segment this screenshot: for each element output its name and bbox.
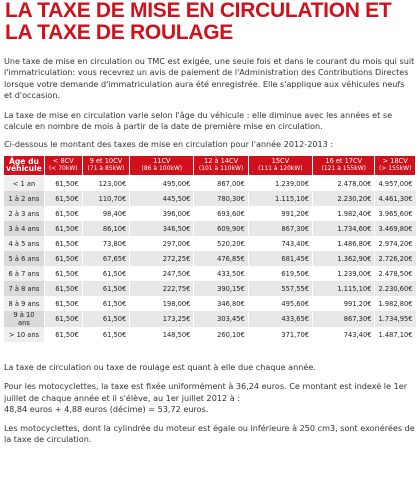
table-cell: 867,30€	[248, 221, 312, 236]
page-title: LA TAXE DE MISE EN CIRCULATION ET LA TAXE DE ROULAGE	[5, 0, 392, 44]
motorcycle-tax-text: Pour les motocyclettes, la taxe est fixée uniformément à 36,24 euros. Ce montant est indexé le 1er juillet de chaque année et il s'élève, au 1er juillet 2012 à :	[4, 381, 408, 403]
column-header: 15CV (111 à 120kW)	[248, 155, 312, 175]
table-cell: 4.957,00€	[375, 176, 416, 192]
table-cell: 1.115,10€	[248, 191, 312, 206]
table-cell: 1.362,90€	[313, 251, 375, 266]
table-row	[4, 236, 416, 251]
table-intro: Ci-dessous le montant des taxes de mise en circulation pour l'année 2012-2013 :	[4, 139, 334, 150]
row-age: 5 à 6 ans	[4, 251, 45, 266]
column-header: 9 et 10CV (71 à 85kW)	[82, 155, 130, 175]
table-row	[4, 296, 416, 311]
tax-table	[3, 155, 416, 342]
table-cell: 61,50€	[44, 206, 82, 221]
table-cell: 272,25€	[130, 251, 194, 266]
row-age: 3 à 4 ans	[4, 221, 45, 236]
column-header: 11CV (86 à 100kW)	[130, 155, 194, 175]
table-cell: 445,50€	[130, 191, 194, 206]
table-row	[4, 176, 416, 192]
table-cell: 2.726,20€	[375, 251, 416, 266]
table-cell: 123,00€	[82, 176, 130, 192]
table-cell: 247,50€	[130, 266, 194, 281]
table-cell: 260,10€	[194, 327, 248, 342]
table-cell: 303,45€	[194, 311, 248, 327]
table-cell: 346,80€	[194, 296, 248, 311]
intro-paragraph: Une taxe de mise en circulation ou TMC est exigée, une seule fois et dans le courant du mois qui suit l'immatriculation: vous recevrez un avis de paiement de l'Administration des Contributions Directes lorsque votre demande d'immatriculation aura été enregistrée. Elle s'applique aux véhicules neufs et d'occasion.	[4, 56, 415, 101]
roulage-paragraph: La taxe de circulation ou taxe de roulage est quant à elle due chaque année.	[4, 362, 316, 373]
table-row	[4, 191, 416, 206]
table-cell: 371,70€	[248, 327, 312, 342]
table-cell: 867,00€	[194, 176, 248, 192]
table-header-row	[4, 155, 416, 175]
table-cell: 780,30€	[194, 191, 248, 206]
table-cell: 396,00€	[130, 206, 194, 221]
table-cell: 2.478,50€	[375, 266, 416, 281]
table-cell: 297,00€	[130, 236, 194, 251]
table-cell: 222,75€	[130, 281, 194, 296]
age-header: Âge du véhicule	[4, 155, 45, 175]
row-age: 2 à 3 ans	[4, 206, 45, 221]
table-cell: 61,50€	[44, 251, 82, 266]
table-cell: 61,50€	[44, 266, 82, 281]
motorcycle-exemption-paragraph: Les motocyclettes, dont la cylindrée du moteur est égale ou inférieure à 250 cm3, sont exonérées de la taxe de circulation.	[4, 422, 415, 445]
table-cell: 148,50€	[130, 327, 194, 342]
table-cell: 2.230,60€	[375, 281, 416, 296]
table-cell: 619,50€	[248, 266, 312, 281]
table-cell: 3.469,80€	[375, 221, 416, 236]
table-cell: 1.115,10€	[313, 281, 375, 296]
table-cell: 743,40€	[313, 327, 375, 342]
row-age: < 1 an	[4, 176, 45, 192]
row-age: 7 à 8 ans	[4, 281, 45, 296]
table-cell: 61,50€	[44, 221, 82, 236]
table-cell: 61,50€	[44, 176, 82, 192]
column-header: 16 et 17CV (121 à 155kW)	[313, 155, 375, 175]
table-row	[4, 266, 416, 281]
column-header: 12 à 14CV (101 à 110kW)	[194, 155, 248, 175]
variation-paragraph: La taxe de mise en circulation varie selon l'âge du véhicule : elle diminue avec les années et se calcule en nombre de mois à partir de la date de première mise en circulation.	[4, 109, 393, 132]
table-cell: 1.239,00€	[313, 266, 375, 281]
table-cell: 2.230,20€	[313, 191, 375, 206]
table-cell: 61,50€	[44, 327, 82, 342]
table-cell: 61,50€	[82, 327, 130, 342]
table-cell: 867,30€	[313, 311, 375, 327]
table-cell: 609,90€	[194, 221, 248, 236]
row-age: 1 à 2 ans	[4, 191, 45, 206]
table-cell: 1.239,00€	[248, 176, 312, 192]
table-cell: 61,50€	[82, 266, 130, 281]
column-header: > 18CV (> 155kW)	[375, 155, 416, 175]
row-age: 4 à 5 ans	[4, 236, 45, 251]
motorcycle-tax-amount: 48,84 euros + 4,88 euros (décime) = 53,72 euros.	[4, 404, 209, 415]
table-cell: 61,50€	[82, 311, 130, 327]
table-cell: 98,40€	[82, 206, 130, 221]
table-cell: 743,40€	[248, 236, 312, 251]
row-age: 9 à 10 ans	[4, 311, 45, 327]
table-cell: 198,00€	[130, 296, 194, 311]
table-cell: 61,50€	[44, 236, 82, 251]
table-cell: 61,50€	[44, 296, 82, 311]
table-row	[4, 327, 416, 342]
table-cell: 557,55€	[248, 281, 312, 296]
table-cell: 433,65€	[248, 311, 312, 327]
row-age: > 10 ans	[4, 327, 45, 342]
table-cell: 1.734,95€	[375, 311, 416, 327]
table-cell: 991,20€	[248, 206, 312, 221]
table-cell: 2.974,20€	[375, 236, 416, 251]
table-cell: 3.965,60€	[375, 206, 416, 221]
table-cell: 681,45€	[248, 251, 312, 266]
table-cell: 86,10€	[82, 221, 130, 236]
table-row	[4, 251, 416, 266]
table-cell: 476,85€	[194, 251, 248, 266]
table-cell: 4.461,30€	[375, 191, 416, 206]
table-cell: 61,50€	[44, 311, 82, 327]
table-cell: 991,20€	[313, 296, 375, 311]
table-cell: 1.486,80€	[313, 236, 375, 251]
table-row	[4, 221, 416, 236]
table-cell: 495,60€	[248, 296, 312, 311]
table-cell: 520,20€	[194, 236, 248, 251]
table-cell: 1.487,10€	[375, 327, 416, 342]
table-row	[4, 206, 416, 221]
table-cell: 61,50€	[82, 281, 130, 296]
table-cell: 346,50€	[130, 221, 194, 236]
table-cell: 61,50€	[44, 191, 82, 206]
table-cell: 2.478,00€	[313, 176, 375, 192]
row-age: 8 à 9 ans	[4, 296, 45, 311]
table-cell: 390,15€	[194, 281, 248, 296]
table-cell: 173,25€	[130, 311, 194, 327]
table-row	[4, 311, 416, 327]
table-cell: 1.982,80€	[375, 296, 416, 311]
table-cell: 61,50€	[44, 281, 82, 296]
row-age: 6 à 7 ans	[4, 266, 45, 281]
table-cell: 495,00€	[130, 176, 194, 192]
motorcycle-tax-paragraph	[3, 381, 416, 415]
table-cell: 433,50€	[194, 266, 248, 281]
table-cell: 61,50€	[82, 296, 130, 311]
table-cell: 73,80€	[82, 236, 130, 251]
table-cell: 110,70€	[82, 191, 130, 206]
table-row	[4, 281, 416, 296]
column-header: < 8CV (< 70kW)	[44, 155, 82, 175]
table-cell: 1.734,60€	[313, 221, 375, 236]
table-cell: 693,60€	[194, 206, 248, 221]
table-cell: 67,65€	[82, 251, 130, 266]
table-cell: 1.982,40€	[313, 206, 375, 221]
